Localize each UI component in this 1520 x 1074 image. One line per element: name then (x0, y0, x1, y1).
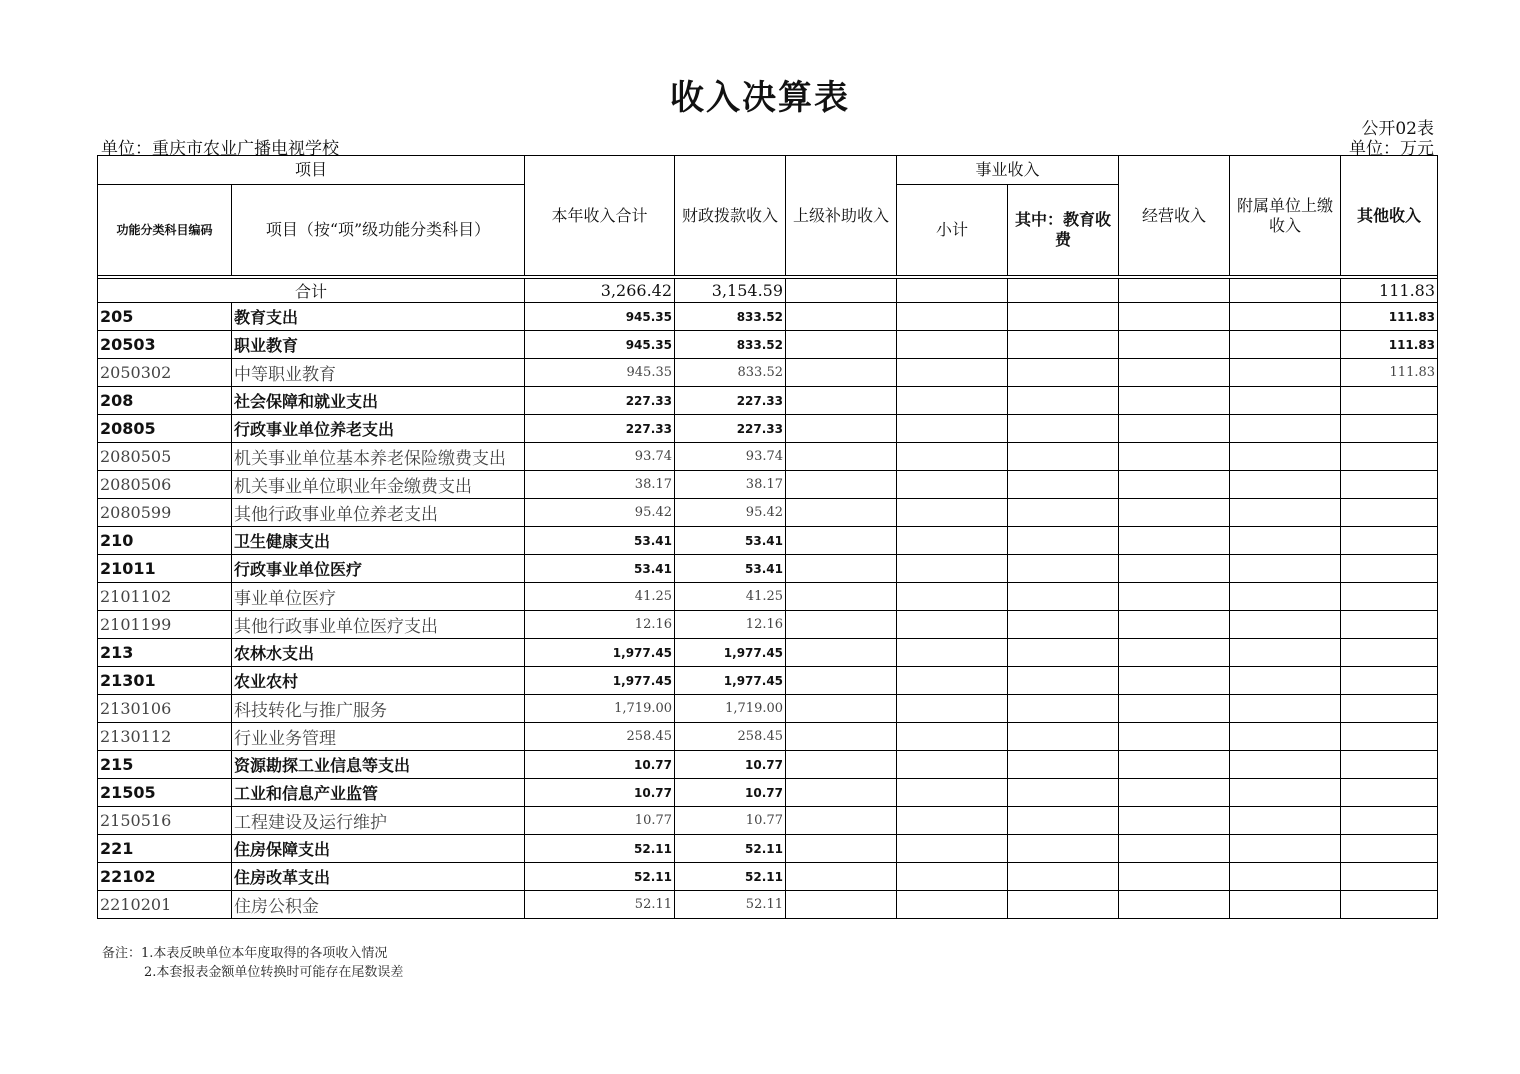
cell-empty (1119, 611, 1230, 639)
table-row (98, 499, 1438, 527)
cell-empty (1119, 555, 1230, 583)
header-career: 事业收入 (897, 156, 1119, 185)
cell-empty (897, 835, 1008, 863)
cell-total: 95.42 (525, 499, 675, 527)
cell-empty (897, 499, 1008, 527)
cell-name: 住房改革支出 (232, 863, 525, 891)
cell-fiscal: 12.16 (675, 611, 786, 639)
summary-edu-fee (1008, 279, 1119, 303)
cell-empty (1119, 415, 1230, 443)
cell-other (1341, 415, 1438, 443)
cell-empty (1230, 387, 1341, 415)
cell-fiscal: 1,977.45 (675, 639, 786, 667)
cell-empty (786, 667, 897, 695)
reporting-unit: 单位：重庆市农业广播电视学校 (101, 139, 339, 159)
cell-empty (1008, 527, 1119, 555)
cell-total: 53.41 (525, 555, 675, 583)
table-row (98, 835, 1438, 863)
cell-empty (1119, 443, 1230, 471)
cell-fiscal: 227.33 (675, 415, 786, 443)
cell-empty (897, 555, 1008, 583)
cell-empty (1230, 611, 1341, 639)
cell-fiscal: 52.11 (675, 863, 786, 891)
cell-other (1341, 863, 1438, 891)
header-edu-fee: 其中：教育收费 (1008, 185, 1119, 276)
cell-empty (1008, 723, 1119, 751)
cell-code: 22102 (98, 863, 232, 891)
cell-empty (1230, 667, 1341, 695)
cell-total: 10.77 (525, 779, 675, 807)
cell-code: 21011 (98, 555, 232, 583)
cell-empty (786, 891, 897, 919)
cell-empty (897, 387, 1008, 415)
cell-empty (1230, 807, 1341, 835)
cell-empty (897, 751, 1008, 779)
cell-code: 208 (98, 387, 232, 415)
cell-empty (1230, 639, 1341, 667)
cell-code: 2101102 (98, 583, 232, 611)
header-name: 项目（按“项”级功能分类科目） (232, 185, 525, 276)
cell-total: 52.11 (525, 835, 675, 863)
cell-empty (1119, 387, 1230, 415)
summary-row (98, 279, 1438, 303)
cell-total: 1,977.45 (525, 639, 675, 667)
cell-code: 221 (98, 835, 232, 863)
cell-other (1341, 499, 1438, 527)
cell-empty (1008, 835, 1119, 863)
cell-empty (897, 779, 1008, 807)
cell-empty (1230, 415, 1341, 443)
cell-empty (1230, 695, 1341, 723)
cell-empty (786, 639, 897, 667)
cell-empty (897, 723, 1008, 751)
cell-empty (1119, 891, 1230, 919)
form-number: 公开02表 (1361, 119, 1434, 139)
cell-empty (786, 443, 897, 471)
table-row (98, 359, 1438, 387)
table-row (98, 611, 1438, 639)
footnote-2: 2.本套报表金额单位转换时可能存在尾数误差 (144, 965, 404, 980)
cell-name: 职业教育 (232, 331, 525, 359)
cell-empty (1119, 695, 1230, 723)
cell-empty (786, 807, 897, 835)
header-business: 经营收入 (1119, 156, 1230, 276)
table-row (98, 863, 1438, 891)
cell-empty (1008, 303, 1119, 331)
cell-empty (786, 835, 897, 863)
cell-empty (1119, 583, 1230, 611)
cell-code: 21301 (98, 667, 232, 695)
cell-total: 258.45 (525, 723, 675, 751)
cell-empty (897, 695, 1008, 723)
cell-total: 93.74 (525, 443, 675, 471)
cell-other (1341, 891, 1438, 919)
cell-empty (1008, 667, 1119, 695)
cell-empty (1230, 891, 1341, 919)
cell-empty (1008, 639, 1119, 667)
cell-empty (1119, 667, 1230, 695)
cell-code: 21505 (98, 779, 232, 807)
cell-name: 资源勘探工业信息等支出 (232, 751, 525, 779)
cell-empty (1230, 723, 1341, 751)
cell-fiscal: 38.17 (675, 471, 786, 499)
cell-empty (897, 639, 1008, 667)
cell-name: 住房保障支出 (232, 835, 525, 863)
cell-name: 科技转化与推广服务 (232, 695, 525, 723)
table-row (98, 387, 1438, 415)
summary-label: 合计 (98, 279, 525, 303)
cell-empty (1230, 471, 1341, 499)
table-row (98, 723, 1438, 751)
cell-total: 41.25 (525, 583, 675, 611)
table-row (98, 527, 1438, 555)
page-title: 收入决算表 (670, 78, 850, 118)
cell-code: 2050302 (98, 359, 232, 387)
cell-total: 227.33 (525, 387, 675, 415)
cell-empty (1008, 499, 1119, 527)
cell-empty (897, 611, 1008, 639)
cell-empty (897, 471, 1008, 499)
header-subtotal: 小计 (897, 185, 1008, 276)
cell-total: 1,977.45 (525, 667, 675, 695)
cell-total: 945.35 (525, 359, 675, 387)
cell-other (1341, 695, 1438, 723)
cell-empty (786, 527, 897, 555)
summary-fiscal: 3,154.59 (675, 279, 786, 303)
cell-name: 农林水支出 (232, 639, 525, 667)
cell-empty (1008, 779, 1119, 807)
cell-empty (1119, 331, 1230, 359)
cell-empty (1008, 751, 1119, 779)
cell-code: 2150516 (98, 807, 232, 835)
cell-code: 2130106 (98, 695, 232, 723)
cell-other (1341, 639, 1438, 667)
cell-empty (1230, 443, 1341, 471)
cell-fiscal: 10.77 (675, 779, 786, 807)
cell-name: 教育支出 (232, 303, 525, 331)
cell-empty (786, 611, 897, 639)
cell-fiscal: 1,719.00 (675, 695, 786, 723)
cell-fiscal: 41.25 (675, 583, 786, 611)
cell-empty (1230, 359, 1341, 387)
cell-empty (786, 751, 897, 779)
cell-total: 10.77 (525, 807, 675, 835)
cell-name: 住房公积金 (232, 891, 525, 919)
cell-empty (1008, 807, 1119, 835)
cell-total: 10.77 (525, 751, 675, 779)
summary-superior (786, 279, 897, 303)
header-other: 其他收入 (1341, 156, 1438, 276)
table-row (98, 331, 1438, 359)
cell-empty (1008, 359, 1119, 387)
cell-empty (1008, 695, 1119, 723)
header-code: 功能分类科目编码 (98, 185, 232, 276)
table-row (98, 667, 1438, 695)
cell-empty (897, 415, 1008, 443)
cell-fiscal: 52.11 (675, 835, 786, 863)
cell-other (1341, 443, 1438, 471)
cell-fiscal: 93.74 (675, 443, 786, 471)
cell-empty (1119, 471, 1230, 499)
cell-name: 机关事业单位基本养老保险缴费支出 (232, 443, 525, 471)
summary-total: 3,266.42 (525, 279, 675, 303)
cell-other (1341, 471, 1438, 499)
cell-other (1341, 751, 1438, 779)
cell-code: 2080505 (98, 443, 232, 471)
cell-code: 2210201 (98, 891, 232, 919)
cell-empty (786, 359, 897, 387)
footnotes (102, 944, 403, 982)
cell-name: 工业和信息产业监管 (232, 779, 525, 807)
cell-fiscal: 1,977.45 (675, 667, 786, 695)
table-row (98, 779, 1438, 807)
cell-empty (1119, 807, 1230, 835)
cell-total: 945.35 (525, 303, 675, 331)
cell-code: 213 (98, 639, 232, 667)
table-row (98, 891, 1438, 919)
cell-other: 111.83 (1341, 303, 1438, 331)
cell-empty (786, 331, 897, 359)
cell-code: 2130112 (98, 723, 232, 751)
cell-empty (897, 359, 1008, 387)
cell-empty (1230, 863, 1341, 891)
table-row (98, 303, 1438, 331)
cell-fiscal: 53.41 (675, 555, 786, 583)
cell-empty (786, 779, 897, 807)
table-row (98, 807, 1438, 835)
summary-other: 111.83 (1341, 279, 1438, 303)
footnote-1: 备注：1.本表反映单位本年度取得的各项收入情况 (102, 946, 388, 961)
cell-empty (1230, 751, 1341, 779)
cell-empty (1119, 723, 1230, 751)
cell-total: 52.11 (525, 891, 675, 919)
cell-empty (1230, 779, 1341, 807)
table-row (98, 443, 1438, 471)
cell-empty (1230, 303, 1341, 331)
cell-name: 社会保障和就业支出 (232, 387, 525, 415)
cell-empty (1119, 835, 1230, 863)
header-affiliated: 附属单位上缴收入 (1230, 156, 1341, 276)
cell-empty (897, 331, 1008, 359)
cell-empty (786, 303, 897, 331)
cell-empty (1008, 415, 1119, 443)
cell-empty (786, 387, 897, 415)
cell-total: 53.41 (525, 527, 675, 555)
cell-code: 2101199 (98, 611, 232, 639)
cell-fiscal: 10.77 (675, 751, 786, 779)
cell-other (1341, 779, 1438, 807)
cell-name: 卫生健康支出 (232, 527, 525, 555)
cell-fiscal: 258.45 (675, 723, 786, 751)
cell-empty (1008, 443, 1119, 471)
cell-empty (786, 471, 897, 499)
cell-name: 行业业务管理 (232, 723, 525, 751)
cell-other: 111.83 (1341, 359, 1438, 387)
cell-other: 111.83 (1341, 331, 1438, 359)
cell-empty (1119, 751, 1230, 779)
cell-name: 机关事业单位职业年金缴费支出 (232, 471, 525, 499)
cell-empty (1008, 331, 1119, 359)
cell-empty (897, 527, 1008, 555)
summary-affiliated (1230, 279, 1341, 303)
summary-business (1119, 279, 1230, 303)
cell-empty (1230, 499, 1341, 527)
cell-fiscal: 95.42 (675, 499, 786, 527)
cell-empty (897, 891, 1008, 919)
cell-empty (1230, 583, 1341, 611)
header-fiscal: 财政拨款收入 (675, 156, 786, 276)
table-row (98, 695, 1438, 723)
cell-empty (897, 863, 1008, 891)
cell-code: 2080599 (98, 499, 232, 527)
cell-total: 945.35 (525, 331, 675, 359)
table-row (98, 471, 1438, 499)
cell-empty (897, 807, 1008, 835)
cell-empty (1119, 359, 1230, 387)
cell-empty (1230, 331, 1341, 359)
cell-code: 205 (98, 303, 232, 331)
cell-other (1341, 555, 1438, 583)
cell-empty (1119, 303, 1230, 331)
cell-empty (786, 555, 897, 583)
cell-name: 农业农村 (232, 667, 525, 695)
cell-code: 20503 (98, 331, 232, 359)
cell-empty (1119, 527, 1230, 555)
cell-empty (786, 583, 897, 611)
cell-empty (1230, 835, 1341, 863)
cell-empty (1008, 583, 1119, 611)
header-project: 项目 (98, 156, 525, 185)
cell-empty (1008, 387, 1119, 415)
cell-empty (897, 583, 1008, 611)
cell-empty (1008, 891, 1119, 919)
cell-fiscal: 833.52 (675, 359, 786, 387)
cell-name: 其他行政事业单位医疗支出 (232, 611, 525, 639)
table-row (98, 751, 1438, 779)
cell-total: 52.11 (525, 863, 675, 891)
header-superior: 上级补助收入 (786, 156, 897, 276)
cell-empty (786, 499, 897, 527)
cell-empty (1008, 471, 1119, 499)
cell-empty (897, 667, 1008, 695)
cell-total: 227.33 (525, 415, 675, 443)
cell-name: 行政事业单位医疗 (232, 555, 525, 583)
cell-empty (897, 303, 1008, 331)
cell-empty (897, 443, 1008, 471)
cell-other (1341, 667, 1438, 695)
cell-total: 1,719.00 (525, 695, 675, 723)
cell-name: 中等职业教育 (232, 359, 525, 387)
cell-empty (1119, 639, 1230, 667)
cell-name: 事业单位医疗 (232, 583, 525, 611)
header-total: 本年收入合计 (525, 156, 675, 276)
cell-empty (1119, 863, 1230, 891)
cell-empty (1008, 863, 1119, 891)
cell-name: 行政事业单位养老支出 (232, 415, 525, 443)
income-table (97, 155, 1438, 919)
cell-empty (786, 863, 897, 891)
cell-empty (1008, 611, 1119, 639)
cell-code: 210 (98, 527, 232, 555)
currency-unit: 单位：万元 (1349, 139, 1434, 159)
summary-subtotal (897, 279, 1008, 303)
table-row (98, 583, 1438, 611)
cell-other (1341, 835, 1438, 863)
table-row (98, 415, 1438, 443)
cell-empty (1230, 555, 1341, 583)
cell-total: 38.17 (525, 471, 675, 499)
cell-other (1341, 527, 1438, 555)
cell-fiscal: 52.11 (675, 891, 786, 919)
cell-fiscal: 833.52 (675, 331, 786, 359)
cell-fiscal: 10.77 (675, 807, 786, 835)
cell-code: 2080506 (98, 471, 232, 499)
cell-other (1341, 583, 1438, 611)
cell-fiscal: 53.41 (675, 527, 786, 555)
cell-code: 215 (98, 751, 232, 779)
cell-other (1341, 387, 1438, 415)
cell-code: 20805 (98, 415, 232, 443)
cell-empty (1008, 555, 1119, 583)
cell-empty (786, 415, 897, 443)
cell-other (1341, 611, 1438, 639)
cell-total: 12.16 (525, 611, 675, 639)
cell-name: 工程建设及运行维护 (232, 807, 525, 835)
cell-fiscal: 227.33 (675, 387, 786, 415)
cell-empty (1230, 527, 1341, 555)
table-row (98, 555, 1438, 583)
cell-fiscal: 833.52 (675, 303, 786, 331)
table-row (98, 639, 1438, 667)
cell-empty (786, 723, 897, 751)
cell-other (1341, 723, 1438, 751)
cell-empty (786, 695, 897, 723)
cell-empty (1119, 499, 1230, 527)
cell-other (1341, 807, 1438, 835)
cell-empty (1119, 779, 1230, 807)
cell-name: 其他行政事业单位养老支出 (232, 499, 525, 527)
